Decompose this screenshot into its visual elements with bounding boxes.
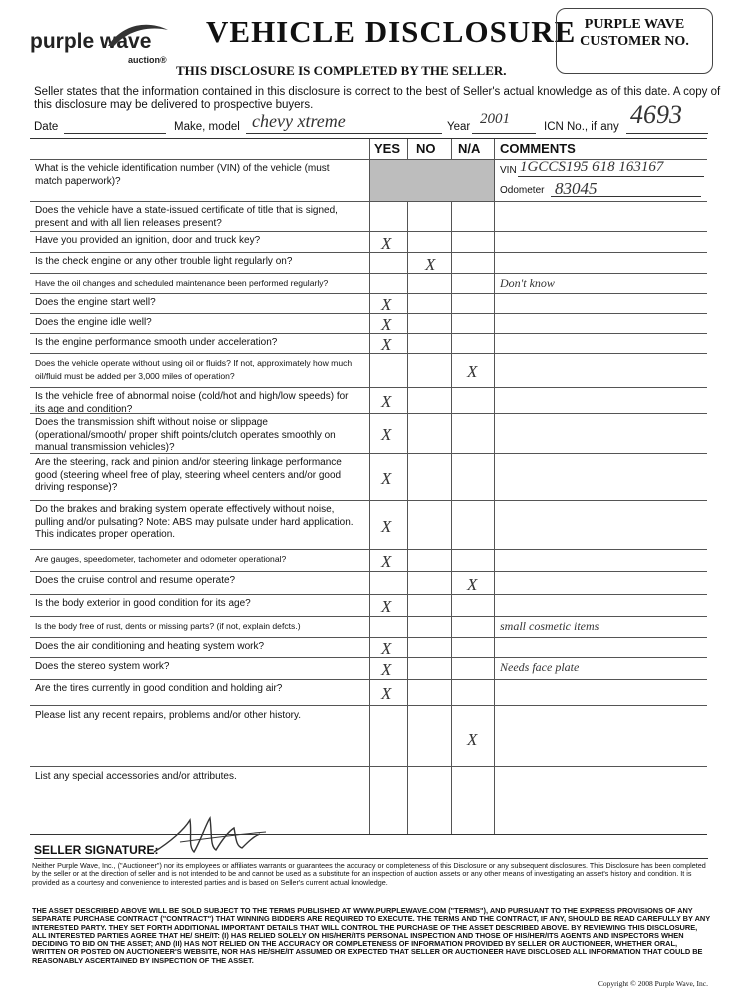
question-text: Does the engine idle well? — [35, 317, 152, 328]
question-text: Are the steering, rack and pinion and/or steering linkage performance good (steering wheel free of play, steering wheel centers and/or good driving response)? — [35, 457, 342, 493]
question-text: Does the transmission shift without noise or slippage (operational/smooth/ proper shift points/clutch operates smoothly on manual transmission vehicles)? — [35, 417, 336, 453]
question-text: Does the vehicle operate without using oil or fluids? If not, approximately how much oil/fluid must be added per 3,000 miles of operation? — [35, 358, 353, 381]
question-text: List any special accessories and/or attributes. — [35, 771, 237, 782]
make-model-value: chevy xtreme — [252, 111, 346, 131]
question-text: Does the cruise control and resume operate? — [35, 575, 236, 586]
odometer-value: 83045 — [555, 179, 598, 198]
answer-mark-yes[interactable]: X — [381, 597, 392, 616]
icn-value: 4693 — [630, 100, 682, 129]
question-row — [30, 387, 707, 414]
question-row — [30, 500, 707, 550]
question-text: Is the check engine or any other trouble light regularly on? — [35, 256, 293, 267]
question-row — [30, 549, 707, 572]
answer-mark-no[interactable]: X — [425, 254, 436, 274]
question-text: Please list any recent repairs, problems and/or other history. — [35, 710, 302, 721]
question-row — [30, 273, 707, 294]
seller-signature-image — [150, 812, 270, 860]
question-row — [30, 293, 707, 314]
purple-wave-logo — [30, 20, 172, 68]
question-row — [30, 413, 707, 454]
question-row — [30, 313, 707, 334]
question-text: What is the vehicle identification number (VIN) of the vehicle (must match paperwork)? — [35, 163, 330, 187]
disclaimer-text: Neither Purple Wave, Inc., ("Auctioneer") nor its employees or affiliates warrants or guarantees the accuracy or completeness of this Disclosure or any subsequent disclosures. This Disclosure has been completed by the seller or at the direction of seller and is not intended to be and cannot be used as a substitute for an inspection of auction assets or any other means of investigating an asset's history and condition. It is provided as a courtesy and convenience to interested parties and is based on Seller's current actual knowledge. — [32, 861, 706, 887]
col-header-na: N/A — [458, 141, 481, 156]
logo-text: purple wave — [30, 30, 152, 53]
year-field[interactable] — [472, 133, 536, 134]
answer-mark-na[interactable]: X — [467, 362, 478, 381]
question-row — [30, 453, 707, 501]
answer-mark-yes[interactable]: X — [381, 392, 392, 411]
question-row — [30, 571, 707, 595]
vin-value: 1GCCS195 618 163167 — [520, 159, 664, 175]
copyright: Copyright © 2008 Purple Wave, Inc. — [597, 979, 708, 988]
question-row — [30, 637, 707, 658]
question-row — [30, 705, 707, 767]
question-text: Are the tires currently in good condition and holding air? — [35, 683, 283, 694]
answer-mark-yes[interactable]: X — [381, 552, 392, 571]
answer-mark-yes[interactable]: X — [381, 684, 392, 703]
seller-signature-label: SELLER SIGNATURE: — [34, 843, 159, 857]
answer-mark-yes[interactable]: X — [381, 468, 392, 488]
comment-value: Needs face plate — [500, 660, 580, 674]
make-model-field[interactable] — [246, 133, 442, 134]
customer-box-line2: CUSTOMER NO. — [580, 34, 689, 49]
year-value: 2001 — [480, 111, 510, 127]
col-header-no: NO — [416, 141, 436, 156]
answer-mark-yes[interactable]: X — [381, 233, 392, 253]
comment-value: Don't know — [500, 276, 555, 290]
col-header-comments: COMMENTS — [500, 141, 576, 156]
answer-mark-na[interactable]: X — [467, 574, 478, 594]
answer-mark-yes[interactable]: X — [381, 639, 392, 658]
comment-value: small cosmetic items — [500, 619, 600, 633]
question-text: Is the body free of rust, dents or missing parts? (if not, explain defcts.) — [35, 621, 301, 631]
customer-number-box — [556, 8, 713, 74]
question-text: Does the air conditioning and heating system work? — [35, 641, 265, 652]
icn-field[interactable] — [626, 133, 708, 134]
question-row — [30, 252, 707, 274]
question-row — [30, 333, 707, 354]
signature-line[interactable] — [34, 858, 708, 859]
question-text: Does the engine start well? — [35, 297, 156, 308]
question-row — [30, 594, 707, 617]
logo-subtext: auction® — [128, 55, 167, 65]
date-label: Date — [34, 121, 59, 133]
icn-label: ICN No., if any — [544, 121, 619, 133]
col-header-yes: YES — [374, 141, 401, 156]
customer-box-line1: PURPLE WAVE — [584, 17, 685, 32]
question-row — [30, 679, 707, 706]
question-row — [30, 231, 707, 253]
question-text: Is the engine performance smooth under acceleration? — [35, 337, 278, 348]
question-text: Is the body exterior in good condition for its age? — [35, 598, 251, 609]
answer-mark-yes[interactable]: X — [381, 295, 392, 314]
terms-text: THE ASSET DESCRIBED ABOVE WILL BE SOLD SUBJECT TO THE TERMS PUBLISHED AT WWW.PURPLEWAVE.COM ("TERMS"), AND PURSUANT TO THE EXPRESS PROVISIONS OF ANY SEPARATE PURCHASE CONTRACT ("CONTRACT") THAT WINNING BIDDERS ARE REQUIRED TO EXECUTE. THE TERMS AND THE CONTRACT, IF ANY, SHOULD BE READ CAREFULLY BY ANY INTERESTED PARTY. THEY SET FORTH ADDITIONAL IMPORTANT DETAILS THAT WILL CONTROL THE PURCHASE OF THE ASSET DESCRIBED ABOVE. BY REVIEWING THIS DISCLOSURE, ALL INTERESTED PARTIES AGREE THAT HE/ SHE/IT: (I) HAS RELIED SOLELY ON HIS/HER/ITS PERSONAL INSPECTION AND THOSE OF HIS/HER/ITS AGENTS AND INSPECTORS WHEN DECIDING TO BID ON THE ASSET; AND (II) HAS NOT RELIED ON THE ACCURACY OR COMPLETENESS OF INFORMATION PROVIDED BY SELLER OR AUCTIONEER, WHETHER ORAL, WRITTEN OR POSTED ON AUCTIONEER'S WEBSITE, NOR HAS HE/SHE/IT ASSUMED OR EXPECTED THAT SELLER OR AUCTIONEER HAVE DISCLOSED ALL INFORMATION THAT COULD BE REASONABLY ASCERTAINED BY INSPECTION OF THE ASSET. — [32, 906, 711, 965]
intro-text: Seller states that the information contained in this disclosure is correct to the best of Seller's actual knowledge as of this date. A copy of this disclosure may be delivered to prospective buyers. — [34, 86, 721, 111]
answer-mark-yes[interactable]: X — [381, 315, 392, 334]
question-text: Do the brakes and braking system operate effectively without noise, pulling and/or pulsating? Note: ABS may pulsate under hard application. This indicates proper operation. — [35, 504, 354, 540]
question-row — [30, 766, 707, 835]
question-text: Have you provided an ignition, door and truck key? — [35, 235, 261, 246]
question-text: Is the vehicle free of abnormal noise (cold/hot and high/low speeds) for its age and condition? — [35, 391, 349, 415]
answer-mark-yes[interactable]: X — [381, 335, 392, 354]
answer-mark-yes[interactable]: X — [381, 425, 392, 444]
question-text: Does the stereo system work? — [35, 661, 170, 672]
year-label: Year — [447, 121, 471, 133]
disclosure-table — [30, 138, 707, 835]
logo-swoosh-icon — [104, 20, 170, 50]
date-field[interactable] — [64, 133, 166, 134]
question-row — [30, 159, 707, 202]
question-row — [30, 616, 707, 638]
vin-label: VIN — [500, 165, 517, 176]
answer-mark-yes[interactable]: X — [381, 516, 392, 536]
answer-mark-na[interactable]: X — [467, 730, 478, 749]
make-model-label: Make, model — [174, 121, 240, 133]
question-row — [30, 201, 707, 232]
odometer-label: Odometer — [500, 185, 545, 196]
page-title: VEHICLE DISCLOSURE — [206, 14, 577, 49]
question-text: Does the vehicle have a state-issued certificate of title that is signed, present and with all lien releases present? — [35, 205, 338, 229]
page-subtitle: THIS DISCLOSURE IS COMPLETED BY THE SELLER. — [176, 63, 507, 78]
question-text: Have the oil changes and scheduled maintenance been performed regularly? — [35, 278, 329, 288]
question-row — [30, 353, 707, 388]
answer-mark-yes[interactable]: X — [381, 660, 392, 679]
question-text: Are gauges, speedometer, tachometer and odometer operational? — [35, 554, 287, 564]
question-row — [30, 657, 707, 680]
